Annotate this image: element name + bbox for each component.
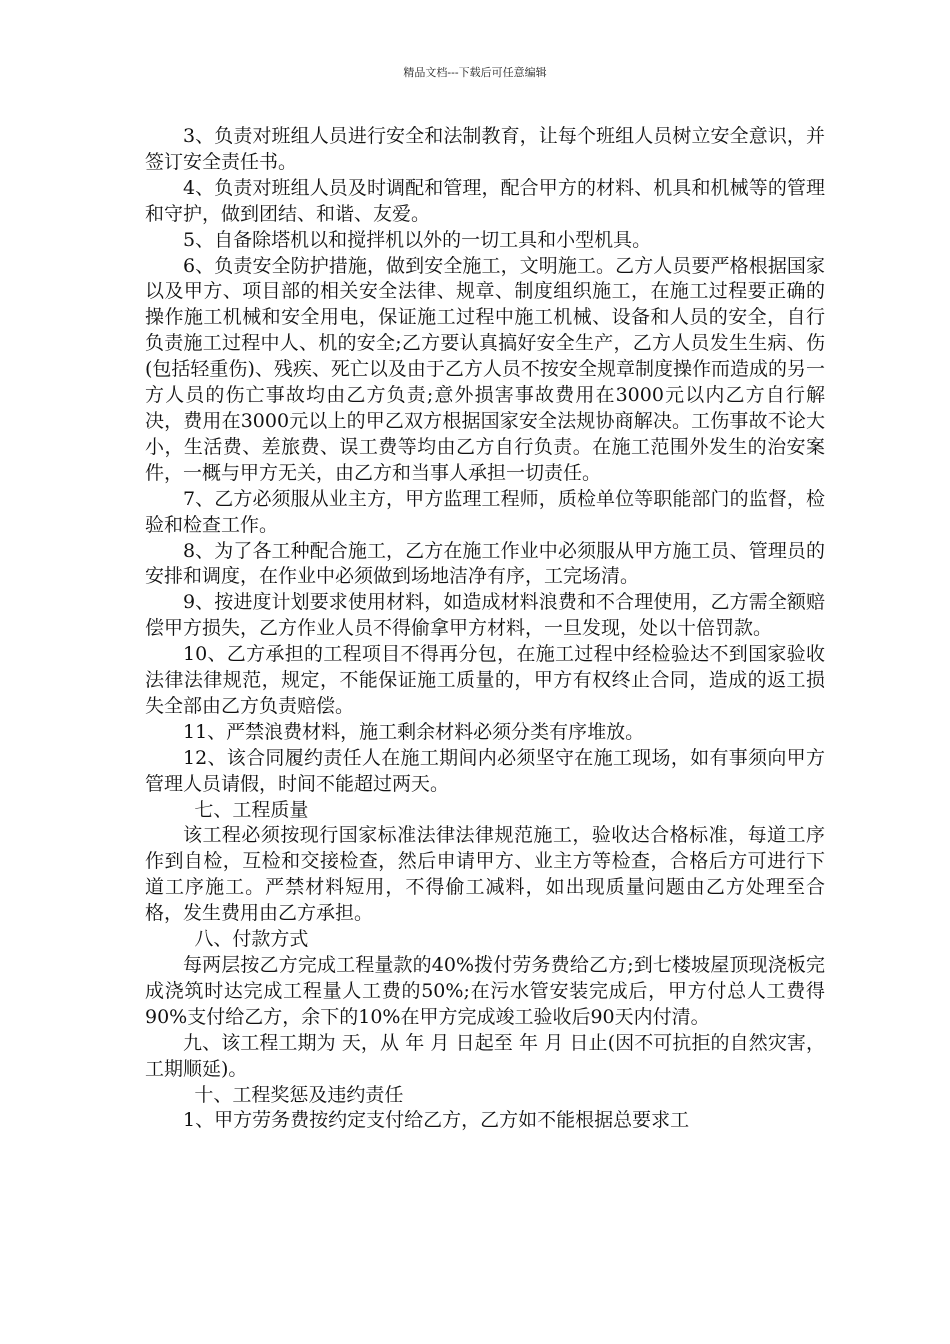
clause-8: 8、为了各工种配合施工，乙方在施工作业中必须服从甲方施工员、管理员的安排和调度，在作业中必须做到场地洁净有序，工完场清。	[145, 539, 825, 588]
page-header: 精品文档---下载后可任意编辑	[403, 66, 547, 79]
clause-6: 6、负责安全防护措施，做到安全施工，文明施工。乙方人员要严格根据国家以及甲方、项目部的相关安全法律、规章、制度组织施工，在施工过程要正确的操作施工机械和安全用电，保证施工过程中施工机械、设备和人员的安全，自行负责施工过程中人、机的安全;乙方要认真搞好安全生产，乙方人员发生生病、伤(包括轻重伤)、残疾、死亡以及由于乙方人员不按安全规章制度操作而造成的另一方人员的伤亡事故均由乙方负责;意外损害事故费用在3000元以内乙方自行解决，费用在3000元以上的甲乙双方根据国家安全法规协商解决。工伤事故不论大小，生活费、差旅费、误工费等均由乙方自行负责。在施工范围外发生的治安案件，一概与甲方无关，由乙方和当事人承担一切责任。	[145, 254, 825, 484]
clause-11: 11、严禁浪费材料，施工剩余材料必须分类有序堆放。	[183, 720, 645, 743]
quality-text: 该工程必须按现行国家标准法律法律规范施工，验收达合格标准，每道工序作到自检，互检和交接检查，然后申请甲方、业主方等检查，合格后方可进行下道工序施工。严禁材料短用，不得偷工减料，如出现质量问题由乙方处理至合格，发生费用由乙方承担。	[145, 824, 825, 925]
section-heading-penalty: 十、工程奖惩及违约责任	[194, 1083, 404, 1106]
document-body	[145, 124, 825, 1134]
section-heading-payment: 八、付款方式	[194, 928, 309, 951]
clause-9: 9、按进度计划要求使用材料，如造成材料浪费和不合理使用，乙方需全额赔偿甲方损失，乙方作业人员不得偷拿甲方材料，一旦发现，处以十倍罚款。	[145, 591, 825, 640]
clause-3: 3、负责对班组人员进行安全和法制教育，让每个班组人员树立安全意识，并签订安全责任书。	[145, 125, 825, 173]
clause-12: 12、该合同履约责任人在施工期间内必须坚守在施工现场，如有事须向甲方管理人员请假，时间不能超过两天。	[145, 746, 825, 795]
section-schedule: 九、该工程工期为 天，从 年 月 日起至 年 月 日止(因不可抗拒的自然灾害，工期顺延)。	[145, 1031, 825, 1080]
clause-10: 10、乙方承担的工程项目不得再分包，在施工过程中经检验达不到国家验收法律法律规范，规定，不能保证施工质量的，甲方有权终止合同，造成的返工损失全部由乙方负责赔偿。	[145, 643, 825, 717]
payment-text: 每两层按乙方完成工程量款的40%拨付劳务费给乙方;到七楼坡屋顶现浇板完成浇筑时达完成工程量人工费的50%;在污水管安装完成后，甲方付总人工费得90%支付给乙方，余下的10%在甲方完成竣工验收后90天内付清。	[145, 954, 825, 1028]
clause-4: 4、负责对班组人员及时调配和管理，配合甲方的材料、机具和机械等的管理和守护，做到团结、和谐、友爱。	[145, 176, 825, 225]
clause-5: 5、自备除塔机以和搅拌机以外的一切工具和小型机具。	[183, 228, 652, 251]
clause-7: 7、乙方必须服从业主方，甲方监理工程师，质检单位等职能部门的监督，检验和检查工作。	[145, 487, 825, 536]
section-heading-quality: 七、工程质量	[194, 798, 309, 821]
penalty-clause-1: 1、甲方劳务费按约定支付给乙方，乙方如不能根据总要求工	[183, 1109, 690, 1132]
